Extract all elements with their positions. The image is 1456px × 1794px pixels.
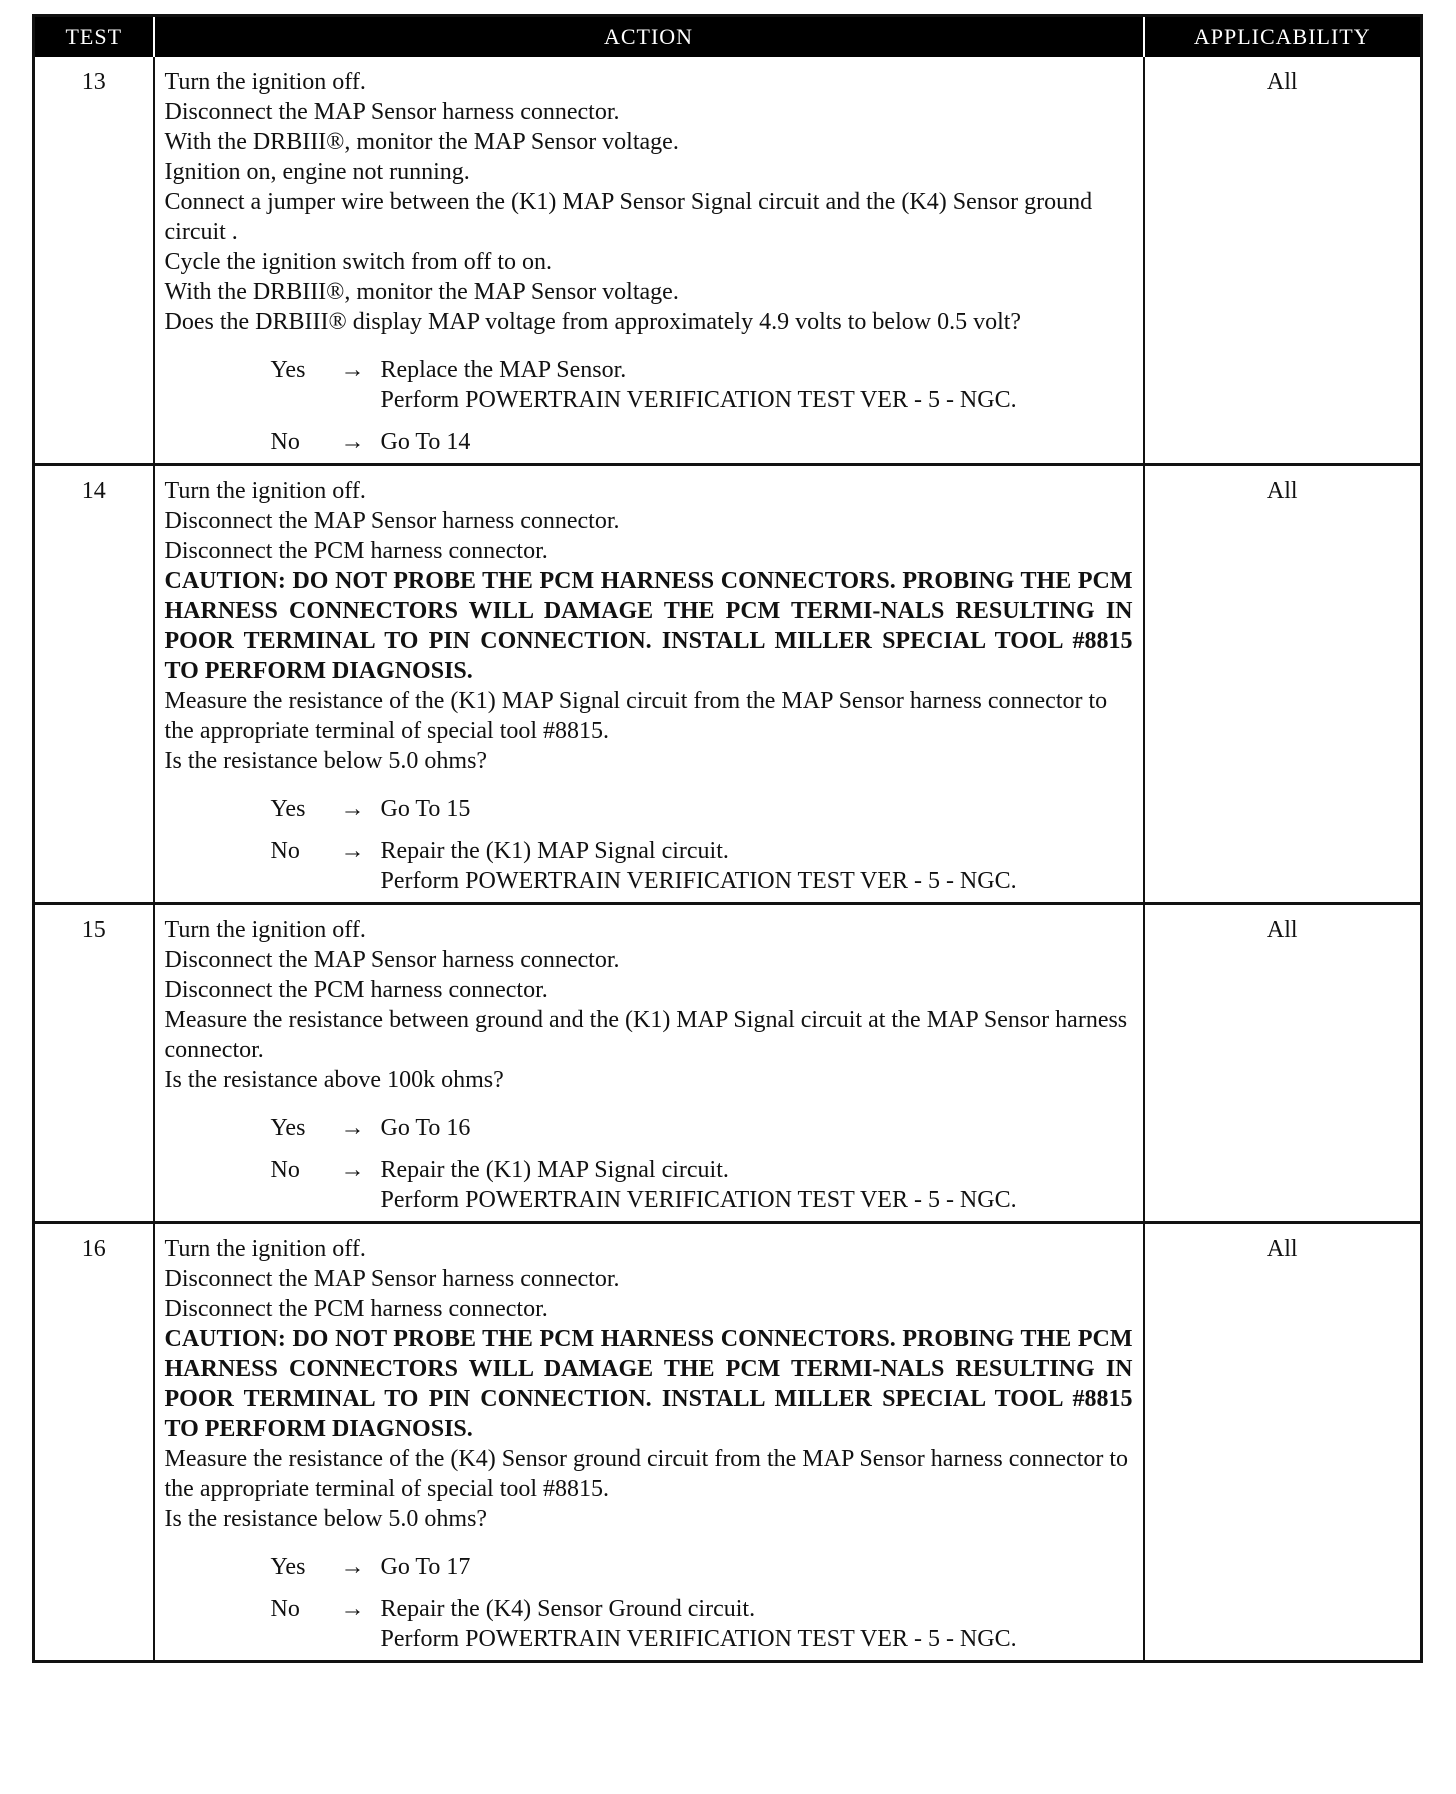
applicability-value: All xyxy=(1144,1223,1422,1662)
result-no xyxy=(271,836,1133,896)
result-line: Perform POWERTRAIN VERIFICATION TEST VER - 5 - NGC. xyxy=(380,868,1017,894)
result-yes xyxy=(271,355,1133,415)
result-line: Replace the MAP Sensor. xyxy=(380,357,627,383)
result-action xyxy=(381,1552,1133,1582)
test-number: 15 xyxy=(34,904,154,1223)
result-action xyxy=(381,794,1133,824)
result-line: Go To 16 xyxy=(380,1115,471,1141)
result-action xyxy=(381,427,1133,457)
test-number: 13 xyxy=(81,69,106,95)
test-number: 14 xyxy=(34,465,154,904)
action-step: Disconnect the PCM harness connector. xyxy=(164,977,548,1003)
test-number: 16 xyxy=(34,1223,154,1662)
action-step: Measure the resistance between ground and the (K1) MAP Signal circuit at the MAP Sensor harness connector. xyxy=(164,1007,1128,1063)
test-row xyxy=(34,1223,1422,1662)
answer-label: Yes xyxy=(270,1554,306,1580)
action-cell xyxy=(154,465,1144,904)
caution-text: CAUTION: DO NOT PROBE THE PCM HARNESS CONNECTORS. PROBING THE PCM HARNESS CONNECTORS WILL DAMAGE THE PCM TERMI-NALS RESULTING IN POOR TERMINAL TO PIN CONNECTION. INSTALL MILLER SPECIAL TOOL #8815 TO PERFORM DIAGNOSIS. xyxy=(164,1326,1133,1442)
result-no xyxy=(271,1155,1133,1215)
applicability-value: All xyxy=(1144,465,1422,904)
right-arrow-icon: → xyxy=(340,357,365,383)
result-list xyxy=(165,794,1133,896)
right-arrow-icon: → xyxy=(340,1596,365,1622)
header-test: TEST xyxy=(34,16,154,58)
caution-text: CAUTION: DO NOT PROBE THE PCM HARNESS CONNECTORS. PROBING THE PCM HARNESS CONNECTORS WILL DAMAGE THE PCM TERMI-NALS RESULTING IN POOR TERMINAL TO PIN CONNECTION. INSTALL MILLER SPECIAL TOOL #8815 TO PERFORM DIAGNOSIS. xyxy=(164,568,1133,684)
result-no xyxy=(271,1594,1133,1654)
result-yes xyxy=(271,1113,1133,1143)
action-step: Turn the ignition off. xyxy=(164,478,366,504)
action-step: Turn the ignition off. xyxy=(164,917,366,943)
result-line: Perform POWERTRAIN VERIFICATION TEST VER - 5 - NGC. xyxy=(380,387,1017,413)
action-step: Is the resistance above 100k ohms? xyxy=(164,1067,504,1093)
diagnostic-page xyxy=(32,14,1420,1663)
diagnostic-table xyxy=(32,14,1423,1663)
result-no xyxy=(271,427,1133,457)
right-arrow-icon: → xyxy=(340,796,365,822)
table-header-row xyxy=(34,16,1422,58)
action-step: Ignition on, engine not running. xyxy=(164,159,470,185)
action-step: Disconnect the MAP Sensor harness connector. xyxy=(164,947,620,973)
action-step: Disconnect the MAP Sensor harness connector. xyxy=(164,99,620,125)
result-action xyxy=(381,1113,1133,1143)
action-cell xyxy=(154,57,1144,465)
result-yes xyxy=(271,794,1133,824)
result-yes xyxy=(271,1552,1133,1582)
result-action xyxy=(381,1155,1133,1215)
action-step: Cycle the ignition switch from off to on. xyxy=(164,249,553,275)
action-cell xyxy=(154,1223,1144,1662)
action-step: Disconnect the PCM harness connector. xyxy=(164,538,548,564)
action-step: With the DRBIII®, monitor the MAP Sensor voltage. xyxy=(164,279,679,305)
right-arrow-icon: → xyxy=(340,1554,365,1580)
applicability-value: All xyxy=(1144,904,1422,1223)
right-arrow-icon: → xyxy=(340,1115,365,1141)
right-arrow-icon: → xyxy=(340,429,365,455)
result-line: Repair the (K1) MAP Signal circuit. xyxy=(380,838,729,864)
answer-label: Yes xyxy=(270,796,306,822)
answer-label: No xyxy=(270,429,300,455)
result-list xyxy=(165,355,1133,457)
action-step: Disconnect the MAP Sensor harness connector. xyxy=(164,1266,620,1292)
action-step: Turn the ignition off. xyxy=(164,69,366,95)
result-line: Go To 17 xyxy=(380,1554,471,1580)
action-step: Disconnect the PCM harness connector. xyxy=(164,1296,548,1322)
test-row xyxy=(34,465,1422,904)
result-action xyxy=(381,355,1133,415)
right-arrow-icon: → xyxy=(340,1157,365,1183)
result-line: Go To 14 xyxy=(380,429,471,455)
action-step: Disconnect the MAP Sensor harness connector. xyxy=(164,508,620,534)
answer-label: No xyxy=(270,1157,300,1183)
action-step: Does the DRBIII® display MAP voltage from approximately 4.9 volts to below 0.5 volt? xyxy=(164,309,1022,335)
answer-label: No xyxy=(270,1596,300,1622)
action-step: Is the resistance below 5.0 ohms? xyxy=(164,748,488,774)
result-line: Perform POWERTRAIN VERIFICATION TEST VER - 5 - NGC. xyxy=(380,1187,1017,1213)
action-step: Measure the resistance of the (K4) Sensor ground circuit from the MAP Sensor harness connector to the appropriate terminal of special tool #8815. xyxy=(164,1446,1129,1502)
header-applicability: APPLICABILITY xyxy=(1144,16,1422,58)
answer-label: No xyxy=(270,838,300,864)
test-row xyxy=(34,904,1422,1223)
action-step: Measure the resistance of the (K1) MAP Signal circuit from the MAP Sensor harness connector to the appropriate terminal of special tool #8815. xyxy=(164,688,1108,744)
answer-label: Yes xyxy=(270,357,306,383)
action-cell xyxy=(154,904,1144,1223)
table-body xyxy=(34,57,1422,1662)
result-line: Perform POWERTRAIN VERIFICATION TEST VER - 5 - NGC. xyxy=(380,1626,1017,1652)
applicability-value: All xyxy=(1144,57,1422,465)
result-line: Go To 15 xyxy=(380,796,471,822)
result-action xyxy=(381,1594,1133,1654)
result-action xyxy=(381,836,1133,896)
test-row xyxy=(34,57,1422,465)
result-line: Repair the (K4) Sensor Ground circuit. xyxy=(380,1596,756,1622)
right-arrow-icon: → xyxy=(340,838,365,864)
answer-label: Yes xyxy=(270,1115,306,1141)
result-list xyxy=(165,1113,1133,1215)
action-step: Connect a jumper wire between the (K1) MAP Sensor Signal circuit and the (K4) Sensor ground circuit . xyxy=(164,189,1093,245)
result-line: Repair the (K1) MAP Signal circuit. xyxy=(380,1157,729,1183)
header-action: ACTION xyxy=(154,16,1144,58)
action-step: Turn the ignition off. xyxy=(164,1236,366,1262)
action-step: With the DRBIII®, monitor the MAP Sensor voltage. xyxy=(164,129,679,155)
result-list xyxy=(165,1552,1133,1654)
action-step: Is the resistance below 5.0 ohms? xyxy=(164,1506,488,1532)
